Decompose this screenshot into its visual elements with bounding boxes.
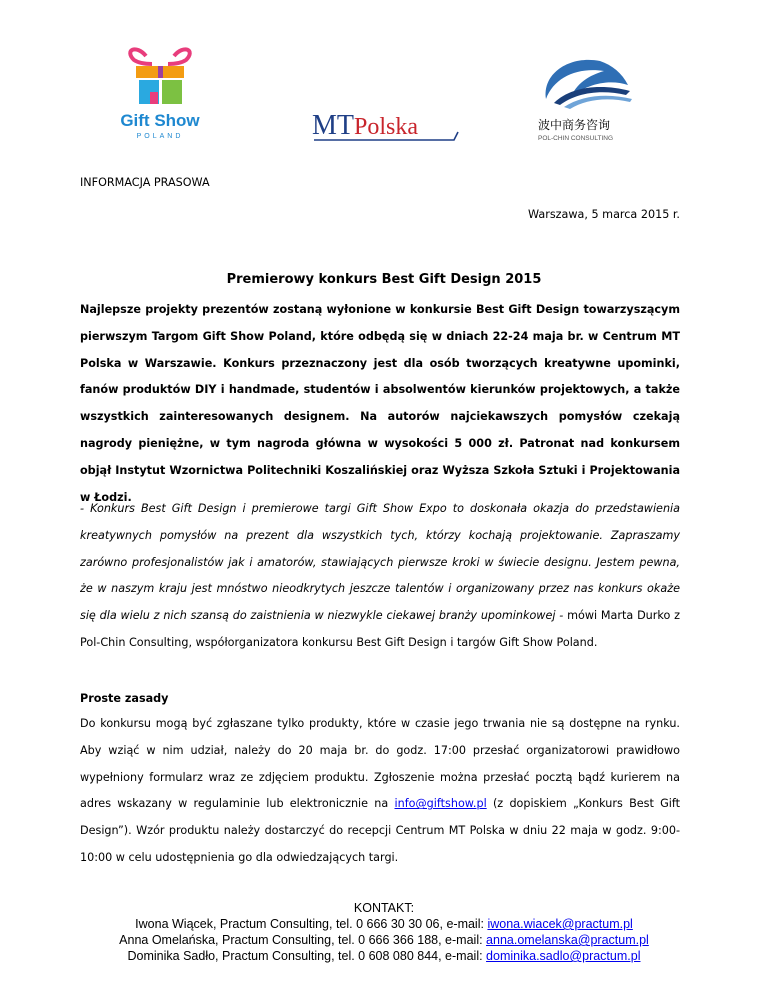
pol-chin-chinese-name: 波中商务咨询 bbox=[538, 118, 611, 132]
contact-email-link[interactable]: dominika.sadlo@practum.pl bbox=[486, 949, 641, 963]
mt-polska-logo bbox=[312, 106, 462, 146]
rules-text-after: (z dopiskiem „Konkurs Best Gift Design”). Wzór produktu należy dostarczyć do recepcji Centrum MT Polska w dniu 22 maja w godz. 9:00-10:00 w celu udostępnienia go dla odwiedzających targi. bbox=[80, 797, 681, 864]
rules-paragraph bbox=[80, 711, 680, 872]
release-date: Warszawa, 5 marca 2015 r. bbox=[528, 208, 680, 221]
quote-paragraph bbox=[80, 496, 680, 657]
page-title: Premierowy konkurs Best Gift Design 2015 bbox=[226, 272, 542, 287]
mt-name: Polska bbox=[354, 114, 419, 140]
globe-swoosh-icon bbox=[546, 60, 632, 109]
gift-box-icon bbox=[130, 49, 190, 104]
gift-show-poland-logo bbox=[112, 42, 208, 150]
pol-chin-sub: POL-CHIN CONSULTING bbox=[538, 135, 613, 142]
lead-paragraph: Najlepsze projekty prezentów zostaną wyłonione w konkursie Best Gift Design towarzyszącym pierwszym Targom Gift Show Poland, które odbędą się w dniach 22-24 maja br. w Centrum MT Polska w Warszawie. Konkurs przeznaczony jest dla osób tworzących kreatywne upominki, fanów produktów DIY i handmade, studentów i absolwentów kierunków projektowych, a także wszystkich zainteresowanych designem. Na autorów najciekawszych pomysłów czekają nagrody pieniężne, w tym nagroda główna w wysokości 5 000 zł. Patronat nad konkursem objął Instytut Wzornictwa Politechniki Koszalińskiej oraz Wyższa Szkoła Sztuki i Projektowania w Łodzi. bbox=[80, 303, 680, 504]
gift-show-sub: POLAND bbox=[136, 133, 184, 140]
gift-show-name: Gift Show bbox=[120, 111, 200, 130]
quote-attribution: mówi Marta Durko z Pol-Chin Consulting, współorganizatora konkursu Best Gift Design i targów Gift Show Poland. bbox=[80, 609, 680, 649]
mt-mark: MT bbox=[312, 110, 354, 141]
rules-text-before: Do konkursu mogą być zgłaszane tylko produkty, które w czasie jego trwania nie są dostępne na rynku. Aby wziąć w nim udział, należy do 20 maja br. do godz. 17:00 przesłać organizatorowi prawidłowo wypełniony formularz wraz ze zdjęciem produktu. Zgłoszenie można przesłać pocztą bądź kurierem na adres wskazany w regulaminie lub elektronicznie na bbox=[80, 717, 680, 811]
contact-line: Anna Omelańska, Practum Consulting, tel. 0 666 366 188, e-mail: anna.omelanska@practum.pl bbox=[119, 933, 649, 947]
pol-chin-consulting-logo bbox=[530, 55, 640, 145]
contact-section bbox=[0, 900, 768, 964]
press-release-label: INFORMACJA PRASOWA bbox=[80, 176, 210, 189]
quote-text: - Konkurs Best Gift Design i premierowe targi Gift Show Expo to doskonała okazja do przedstawienia kreatywnych pomysłów na prezent dla wszystkich tych, którzy kochają projektowanie. Zapraszamy zarówno profesjonalistów jak i amatorów, stawiających pierwsze kroki w świecie designu. Jestem pewna, że w naszym kraju jest mnóstwo nieodkrytych jeszcze talentów i organizowany przez nas konkurs okaże się dla wielu z nich szansą do zaistnienia w niezwykle ciekawej branży upominkowej - bbox=[80, 502, 680, 623]
contact-email-link[interactable]: anna.omelanska@practum.pl bbox=[486, 933, 649, 947]
contact-line: Iwona Wiącek, Practum Consulting, tel. 0 666 30 30 06, e-mail: iwona.wiacek@practum.pl bbox=[135, 917, 633, 931]
contact-email-link[interactable]: iwona.wiacek@practum.pl bbox=[487, 917, 633, 931]
contact-line: Dominika Sadło, Practum Consulting, tel. 0 608 080 844, e-mail: dominika.sadlo@practum.pl bbox=[127, 949, 641, 963]
svg-text:MTPolska bbox=[312, 110, 418, 141]
contact-heading: KONTAKT: bbox=[353, 901, 415, 915]
info-email-link[interactable]: info@giftshow.pl bbox=[394, 797, 487, 811]
rules-heading: Proste zasady bbox=[80, 692, 169, 705]
